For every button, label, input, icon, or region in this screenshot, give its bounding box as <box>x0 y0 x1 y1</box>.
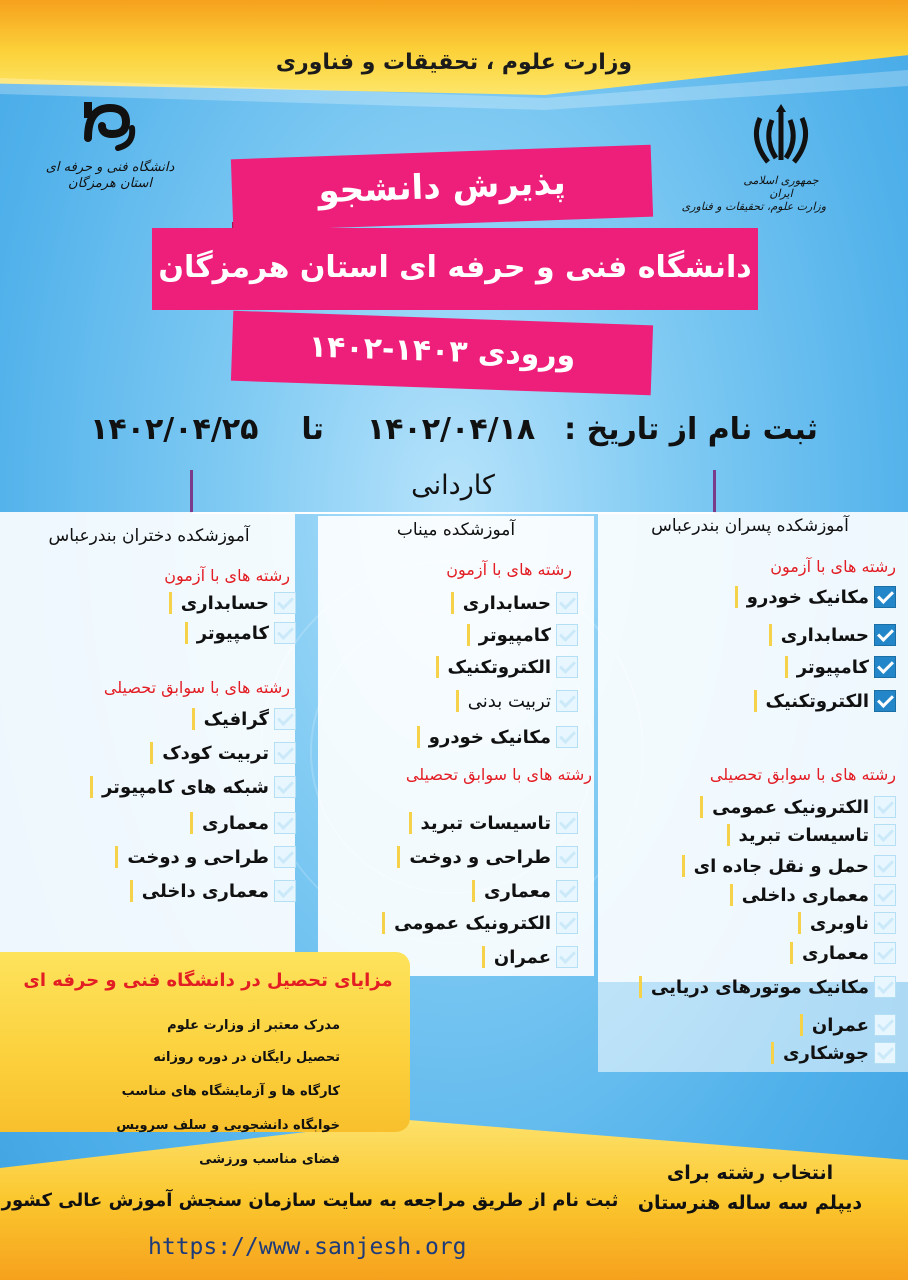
list-item: معماری داخلی <box>730 884 896 906</box>
advantage-item: خوابگاه دانشجویی و سلف سرویس <box>116 1118 340 1133</box>
advantage-item: مدرک معتبر از وزارت علوم <box>167 1018 340 1033</box>
checkbox-icon <box>274 742 296 764</box>
list-item: طراحی و دوخت <box>115 846 296 868</box>
marker-bar <box>682 855 685 877</box>
list-item: تربیت بدنی <box>456 690 578 712</box>
marker-bar <box>115 846 118 868</box>
middle-exam-heading: رشته های با آزمون <box>446 560 572 579</box>
list-item: الکترونیک عمومی <box>382 912 578 934</box>
level-header <box>190 470 716 514</box>
marker-bar <box>150 742 153 764</box>
checkbox-icon <box>556 846 578 868</box>
right-column-title: آموزشکده پسران بندرعباس <box>651 516 849 536</box>
iran-emblem-line1: جمهوری اسلامی ایران <box>743 174 819 200</box>
list-item: تربیت کودک <box>150 742 296 764</box>
checkbox-icon <box>874 1014 896 1036</box>
marker-bar <box>456 690 459 712</box>
checkbox-icon <box>874 586 896 608</box>
checkbox-icon <box>274 708 296 730</box>
marker-bar <box>192 708 195 730</box>
checkbox-icon <box>274 776 296 798</box>
checkbox-icon <box>274 812 296 834</box>
marker-bar <box>771 1042 774 1064</box>
list-item: تاسیسات تبرید <box>409 812 578 834</box>
marker-bar <box>382 912 385 934</box>
marker-bar <box>472 880 475 902</box>
middle-record-heading: رشته های با سوابق تحصیلی <box>405 765 592 784</box>
ribbon-entry: ورودی ۱۴۰۳-۱۴۰۲ <box>231 311 653 396</box>
list-item: شبکه های کامپیوتر <box>90 776 296 798</box>
checkbox-icon <box>556 726 578 748</box>
list-item: مکانیک خودرو <box>735 586 896 608</box>
checkbox-icon <box>874 942 896 964</box>
marker-bar <box>409 812 412 834</box>
checkbox-icon <box>556 880 578 902</box>
registration-from-date: ۱۴۰۲/۰۴/۱۸ <box>366 412 536 447</box>
list-item: جوشکاری <box>771 1042 896 1064</box>
checkbox-icon <box>556 812 578 834</box>
checkbox-icon <box>874 690 896 712</box>
registration-dates <box>0 412 908 447</box>
list-item: معماری داخلی <box>130 880 296 902</box>
left-record-heading: رشته های با سوابق تحصیلی <box>103 678 290 697</box>
right-exam-heading: رشته های با آزمون <box>770 557 896 576</box>
checkbox-icon <box>556 656 578 678</box>
list-item: حسابداری <box>451 592 578 614</box>
checkbox-icon <box>274 880 296 902</box>
list-item: معماری <box>790 942 896 964</box>
checkbox-icon <box>874 855 896 877</box>
ribbon-admission: پذیرش دانشجو <box>231 145 653 232</box>
list-item: کامپیوتر <box>785 656 896 678</box>
checkbox-icon <box>274 592 296 614</box>
marker-bar <box>397 846 400 868</box>
list-item: کامپیوتر <box>185 622 296 644</box>
list-item: مکانیک خودرو <box>417 726 578 748</box>
ribbon-university: دانشگاه فنی و حرفه ای استان هرمزگان <box>152 228 758 310</box>
marker-bar <box>190 812 193 834</box>
list-item: حمل و نقل جاده ای <box>682 855 896 877</box>
marker-bar <box>700 796 703 818</box>
checkbox-icon <box>874 912 896 934</box>
list-item: الکتروتکنیک <box>436 656 578 678</box>
marker-bar <box>785 656 788 678</box>
checkbox-icon <box>874 796 896 818</box>
university-logo <box>40 98 180 228</box>
university-emblem-icon <box>80 98 140 156</box>
list-item: طراحی و دوخت <box>397 846 578 868</box>
list-item: عمران <box>482 946 578 968</box>
iran-emblem-logo <box>681 100 826 220</box>
checkbox-icon <box>556 946 578 968</box>
list-item: ناوبری <box>798 912 896 934</box>
registration-to-word: تا <box>301 412 324 447</box>
iran-emblem-icon <box>746 100 816 170</box>
left-column-title: آموزشکده دختران بندرعباس <box>48 526 250 546</box>
registration-to-date: ۱۴۰۲/۰۴/۲۵ <box>90 412 259 447</box>
checkbox-icon <box>874 624 896 646</box>
list-item: حسابداری <box>769 624 896 646</box>
checkbox-icon <box>274 622 296 644</box>
marker-bar <box>467 624 470 646</box>
marker-bar <box>727 824 730 846</box>
advantage-item: کارگاه ها و آزمایشگاه های مناسب <box>121 1084 340 1099</box>
marker-bar <box>790 942 793 964</box>
marker-bar <box>769 624 772 646</box>
middle-column-title: آموزشکده میناب <box>396 520 516 540</box>
choose-field-line2: دیپلم سه ساله هنرستان <box>637 1192 863 1214</box>
list-item: حسابداری <box>169 592 296 614</box>
registration-instructions: ثبت نام از طریق مراجعه به سایت سازمان سنجش آموزش عالی کشور <box>1 1190 619 1211</box>
list-item: کامپیوتر <box>467 624 578 646</box>
list-item: الکترونیک عمومی <box>700 796 896 818</box>
marker-bar <box>436 656 439 678</box>
left-exam-heading: رشته های با آزمون <box>164 566 290 585</box>
list-item: معماری <box>190 812 296 834</box>
marker-bar <box>417 726 420 748</box>
list-item: معماری <box>472 880 578 902</box>
choose-field-note <box>620 1158 880 1218</box>
university-logo-line2: استان هرمزگان <box>68 176 152 191</box>
right-record-heading: رشته های با سوابق تحصیلی <box>709 765 896 784</box>
iran-emblem-line2: وزارت علوم، تحقیقات و فناوری <box>681 200 826 213</box>
marker-bar <box>730 884 733 906</box>
checkbox-icon <box>556 690 578 712</box>
level-title: کاردانی <box>411 470 495 501</box>
checkbox-icon <box>874 884 896 906</box>
list-item: مکانیک موتورهای دریایی <box>639 976 896 998</box>
checkbox-icon <box>874 824 896 846</box>
marker-bar <box>185 622 188 644</box>
list-item: عمران <box>800 1014 896 1036</box>
checkbox-icon <box>556 912 578 934</box>
marker-bar <box>451 592 454 614</box>
checkbox-icon <box>874 976 896 998</box>
marker-bar <box>90 776 93 798</box>
checkbox-icon <box>556 592 578 614</box>
checkbox-icon <box>874 1042 896 1064</box>
choose-field-line1: انتخاب رشته برای <box>666 1162 834 1184</box>
list-item: تاسیسات تبرید <box>727 824 896 846</box>
advantage-item: تحصیل رایگان در دوره روزانه <box>153 1050 340 1065</box>
advantage-item: فضای مناسب ورزشی <box>199 1152 340 1167</box>
checkbox-icon <box>874 656 896 678</box>
website-link[interactable]: https://www.sanjesh.org <box>148 1234 467 1260</box>
list-item: گرافیک <box>192 708 296 730</box>
checkbox-icon <box>274 846 296 868</box>
marker-bar <box>735 586 738 608</box>
marker-bar <box>754 690 757 712</box>
marker-bar <box>798 912 801 934</box>
marker-bar <box>800 1014 803 1036</box>
registration-label: ثبت نام از تاریخ : <box>564 412 818 447</box>
university-logo-line1: دانشگاه فنی و حرفه ای <box>45 160 175 175</box>
marker-bar <box>639 976 642 998</box>
marker-bar <box>130 880 133 902</box>
advantages-title: مزایای تحصیل در دانشگاه فنی و حرفه ای <box>23 970 393 991</box>
ministry-title: وزارت علوم ، تحقیقات و فناوری <box>275 50 633 75</box>
marker-bar <box>169 592 172 614</box>
checkbox-icon <box>556 624 578 646</box>
marker-bar <box>482 946 485 968</box>
list-item: الکتروتکنیک <box>754 690 896 712</box>
